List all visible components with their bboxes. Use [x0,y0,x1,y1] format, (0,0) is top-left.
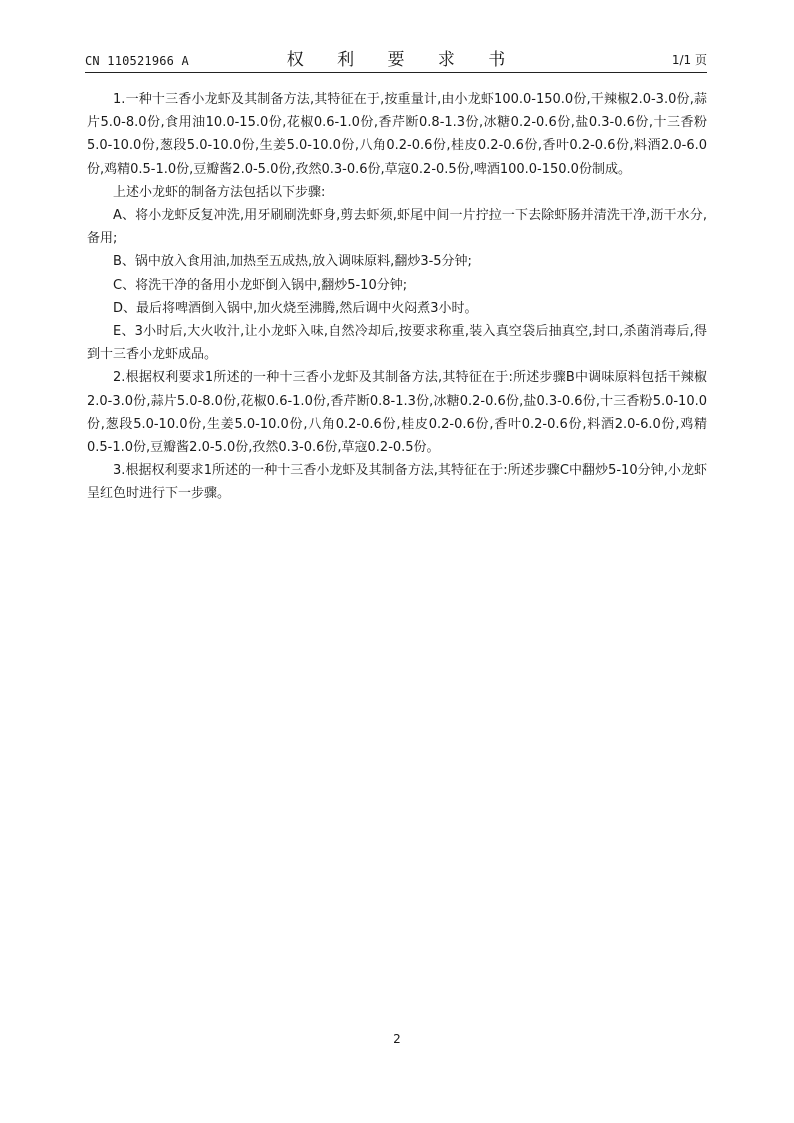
publication-number: CN 110521966 A [85,54,189,68]
step-d: D、最后将啤酒倒入锅中,加火烧至沸腾,然后调中火闷煮3小时。 [113,300,478,316]
document-title: 权 利 要 求 书 [286,50,520,70]
claims-body [87,88,707,506]
step-a: A、将小龙虾反复冲洗,用牙刷刷洗虾身,剪去虾须,虾尾中间一片拧拉一下去除虾肠并清洗干净,沥干水分,备用; [87,208,707,247]
step-b: B、锅中放入食用油,加热至五成热,放入调味原料,翻炒3-5分钟; [113,254,472,270]
method-steps-intro: 上述小龙虾的制备方法包括以下步骤: [113,184,326,200]
claim-3: 3.根据权利要求1所述的一种十三香小龙虾及其制备方法,其特征在于:所述步骤C中翻炒5-10分钟,小龙虾呈红色时进行下一步骤。 [87,463,707,502]
page-header [85,44,707,73]
step-c: C、将洗干净的备用小龙虾倒入锅中,翻炒5-10分钟; [113,277,408,293]
page-number: 2 [393,1032,401,1046]
page-count: 1/1 页 [671,53,707,67]
claim-2: 2.根据权利要求1所述的一种十三香小龙虾及其制备方法,其特征在于:所述步骤B中调味原料包括干辣椒2.0-3.0份,蒜片5.0-8.0份,花椒0.6-1.0份,香芹断0.8-1.3份,冰糖0.2-0.6份,盐0.3-0.6份,十三香粉5.0-10.0份,葱段5.0-10.0份,生姜5.0-10.0份,八角0.2-0.6份,桂皮0.2-0.6份,香叶0.2-0.6份,料酒2.0-6.0份,鸡精0.5-1.0份,豆瓣酱2.0-5.0份,孜然0.3-0.6份,草寇0.2-0.5份。 [87,370,707,456]
claim-1: 1.一种十三香小龙虾及其制备方法,其特征在于,按重量计,由小龙虾100.0-150.0份,干辣椒2.0-3.0份,蒜片5.0-8.0份,食用油10.0-15.0份,花椒0.6-1.0份,香芹断0.8-1.3份,冰糖0.2-0.6份,盐0.3-0.6份,十三香粉5.0-10.0份,葱段5.0-10.0份,生姜5.0-10.0份,八角0.2-0.6份,桂皮0.2-0.6份,香叶0.2-0.6份,料酒2.0-6.0份,鸡精0.5-1.0份,豆瓣酱2.0-5.0份,孜然0.3-0.6份,草寇0.2-0.5份,啤酒100.0-150.0份制成。 [87,92,707,177]
step-e: E、3小时后,大火收汁,让小龙虾入味,自然冷却后,按要求称重,装入真空袋后抽真空,封口,杀菌消毒后,得到十三香小龙虾成品。 [87,324,707,363]
